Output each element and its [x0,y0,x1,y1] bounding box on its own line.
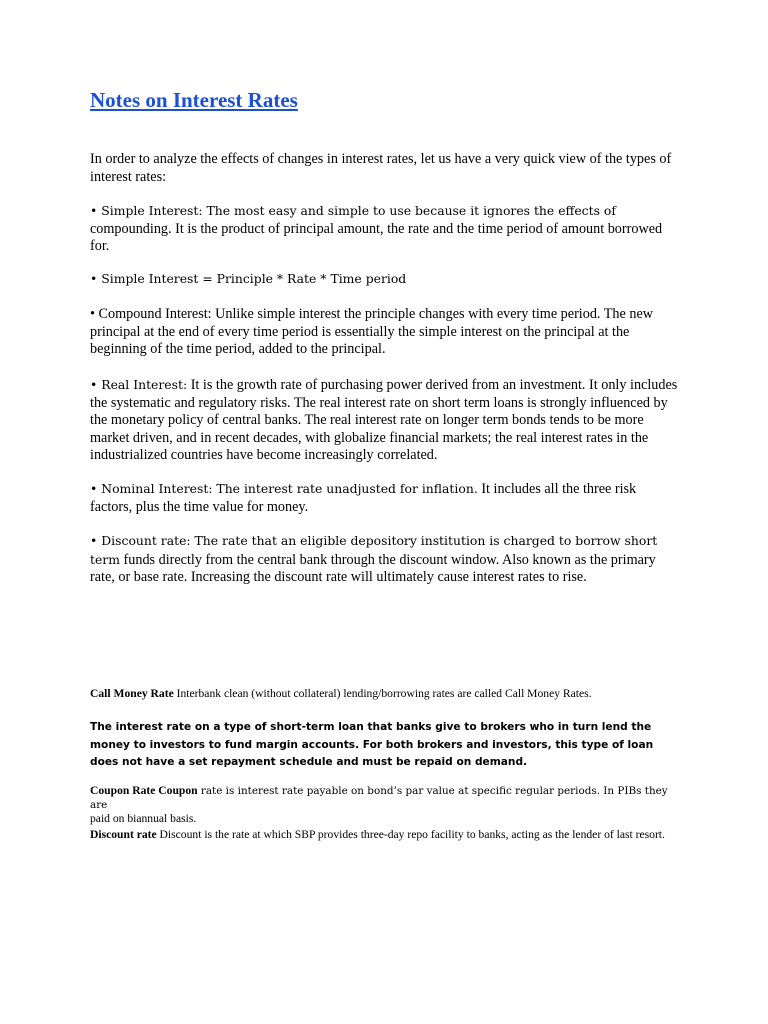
real-interest-rest: It is the growth rate of purchasing power derived from an investment. It only includes the systematic and regulatory risks. The real interest rate on short term loans is strongly influenced by the monetary policy of central banks. The real interest rate on longer term bonds tends to be more market driven, and in recent decades, with globalize financial markets; the real interest rates in the industrialized countries have become increasingly correlated. [90,377,678,463]
real-interest-paragraph [90,376,680,465]
compound-interest-paragraph: • Compound Interest: Unlike simple interest the principle changes with every time period. The new principal at the end of every time period is essentially the simple interest on the principal at the beginning of the time period, added to the principal. [90,306,653,357]
call-money-paragraph [90,687,675,701]
discount-rate-lead: • Discount rate: The rate that an eligible depository institution is charged to borrow short term [90,533,658,567]
coupon-rate-text-b: paid on biannual basis. [90,812,197,825]
intro-paragraph: In order to analyze the effects of changes in interest rates, let us have a very quick view of the types of interest rates: [90,151,672,185]
discount-rate-term: Discount rate [90,828,157,841]
call-money-text: Interbank clean (without collateral) lending/borrowing rates are called Call Money Rates. [173,687,592,700]
discount-rate-text: Discount is the rate at which SBP provides three-day repo facility to banks, acting as the lender of last resort. [156,828,665,841]
discount-rate-paragraph [90,532,680,587]
call-money-term: Call Money Rate [90,687,174,700]
simple-interest-formula: • Simple Interest = Principle * Rate * Time period [90,271,407,286]
simple-interest-rest: compounding. It is the product of principal amount, the rate and the time period of amount borrowed for. [90,220,663,254]
coupon-rate-text-a: rate is interest rate payable on bond’s par value at specific regular periods. In PIBs they are [90,785,668,811]
document-title: Notes on Interest Rates [90,88,298,112]
coupon-rate-term: Coupon Rate Coupon [90,784,198,797]
coupon-rate-paragraph [90,784,675,826]
broker-loan-paragraph: The interest rate on a type of short-term loan that banks give to brokers who in turn lend the money to investors to fund margin accounts. For both brokers and investors, this type of loan does not have a set repayment schedule and must be repaid on demand. [90,721,654,768]
discount-rate-definition [90,828,675,842]
real-interest-lead: • Real Interest: [90,377,188,392]
simple-interest-paragraph [90,202,680,256]
nominal-interest-paragraph [90,480,680,516]
simple-interest-lead: • Simple Interest: The most easy and simple to use because it ignores the effects of [90,203,616,218]
nominal-interest-rest: It includes all the three risk factors, plus the time value for money. [90,481,637,515]
discount-rate-rest: funds directly from the central bank through the discount window. Also known as the primary rate, or base rate. Increasing the discount rate will ultimately cause interest rates to rise. [90,551,656,585]
nominal-interest-lead: • Nominal Interest: The interest rate unadjusted for inflation. [90,481,478,496]
